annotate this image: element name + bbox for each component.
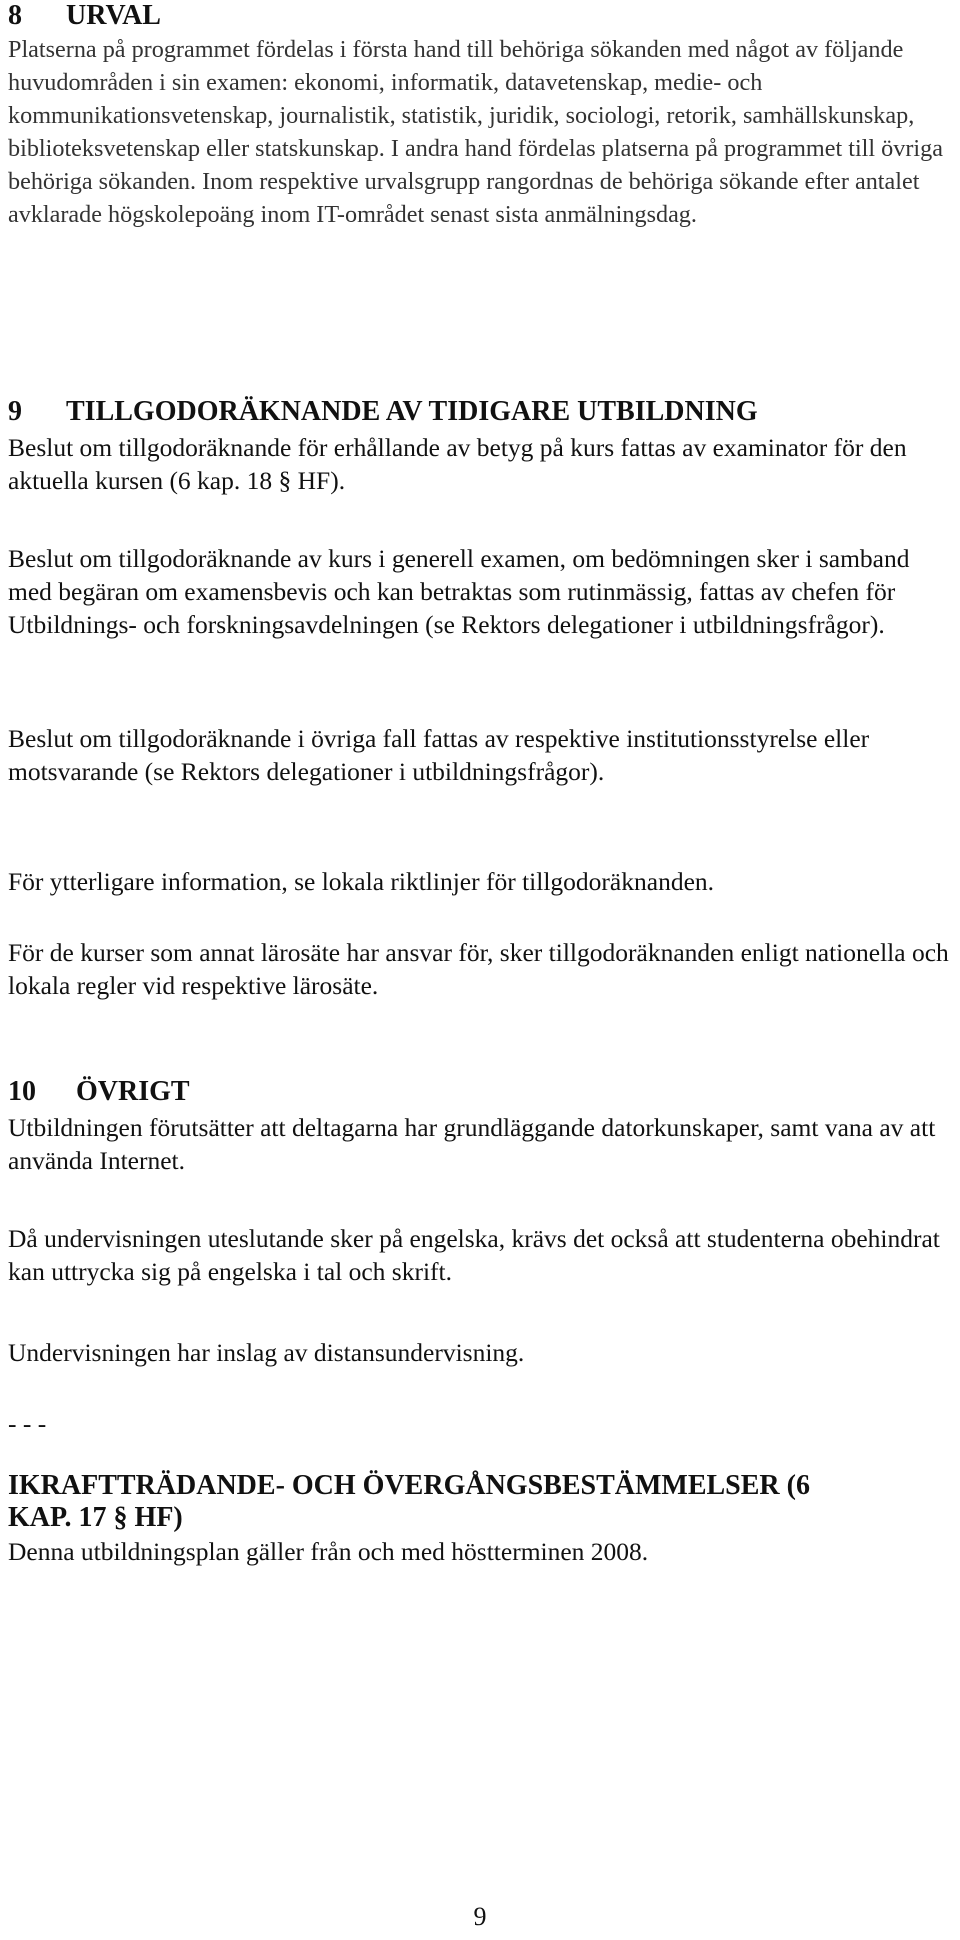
section-number: 8 — [8, 0, 22, 31]
paragraph-block — [8, 1336, 958, 1369]
section-heading — [8, 1076, 958, 1108]
section-heading — [8, 1470, 958, 1534]
separator-text: - - - — [8, 1409, 47, 1438]
section-paragraph: Då undervisningen uteslutande sker på engelska, krävs det också att studenterna obehindrat kan uttrycka sig på engelska i tal och skrift. — [8, 1224, 940, 1286]
paragraph-block — [8, 936, 958, 1002]
paragraph-block — [8, 722, 958, 788]
section-paragraph: Denna utbildningsplan gäller från och med höstterminen 2008. — [8, 1537, 649, 1566]
section-paragraph: Beslut om tillgodoräknande av kurs i generell examen, om bedömningen sker i samband med begäran om examensbevis och kan betraktas som rutinmässig, fattas av chefen för Utbildnings- och forskningsavdelningen (se Rektors delegationer i utbildningsfrågor). — [8, 544, 910, 639]
section-heading — [8, 0, 958, 32]
page-number: 9 — [473, 1902, 487, 1931]
section-paragraph: Platserna på programmet fördelas i första hand till behöriga sökanden med något av följande huvudområden i sin examen: ekonomi, informatik, datavetenskap, medie- och kommunikationsvetenskap, journalistik, statistik, juridik, sociologi, retorik, samhällskunskap, biblioteksvetenskap eller statskunskap. I andra hand fördelas platserna på programmet till övriga behöriga sökanden. Inom respektive urvalsgrupp rangordnas de behöriga sökande efter antalet avklarade högskolepoäng inom IT-området senast sista anmälningsdag. — [8, 36, 943, 228]
section-title: URVAL — [66, 0, 161, 31]
section-paragraph: För ytterligare information, se lokala riktlinjer för tillgodoräknanden. — [8, 867, 715, 896]
section-paragraph: Beslut om tillgodoräknande i övriga fall fattas av respektive institutionsstyrelse eller motsvarande (se Rektors delegationer i utbildningsfrågor). — [8, 724, 870, 786]
section-title: TILLGODORÄKNANDE AV TIDIGARE UTBILDNING — [66, 396, 758, 427]
section-paragraph: Beslut om tillgodoräknande för erhållande av betyg på kurs fattas av examinator för den aktuella kursen (6 kap. 18 § HF). — [8, 433, 907, 495]
section-tillgodoraknande — [8, 396, 958, 497]
section-paragraph: Utbildningen förutsätter att deltagarna har grundläggande datorkunskaper, samt vana av att använda Internet. — [8, 1113, 936, 1175]
section-ovrigt — [8, 1076, 958, 1177]
paragraph-block — [8, 865, 958, 898]
section-title-line-1: IKRAFTTRÄDANDE- OCH ÖVERGÅNGSBESTÄMMELSER (6 — [8, 1470, 810, 1501]
section-number: 9 — [8, 396, 22, 427]
section-ikrafttradande — [8, 1470, 958, 1568]
section-paragraph: Undervisningen har inslag av distansundervisning. — [8, 1338, 525, 1367]
section-title-line-2: KAP. 17 § HF) — [8, 1502, 183, 1533]
section-number: 10 — [8, 1076, 36, 1107]
section-paragraph: För de kurser som annat lärosäte har ansvar för, sker tillgodoräknanden enligt nationella och lokala regler vid respektive lärosäte. — [8, 938, 949, 1000]
paragraph-block — [8, 1222, 958, 1288]
document-page — [8, 0, 960, 1940]
paragraph-block — [8, 542, 958, 641]
separator — [8, 1407, 958, 1440]
section-urval — [8, 0, 958, 231]
section-title: ÖVRIGT — [76, 1076, 190, 1107]
section-heading — [8, 396, 958, 428]
